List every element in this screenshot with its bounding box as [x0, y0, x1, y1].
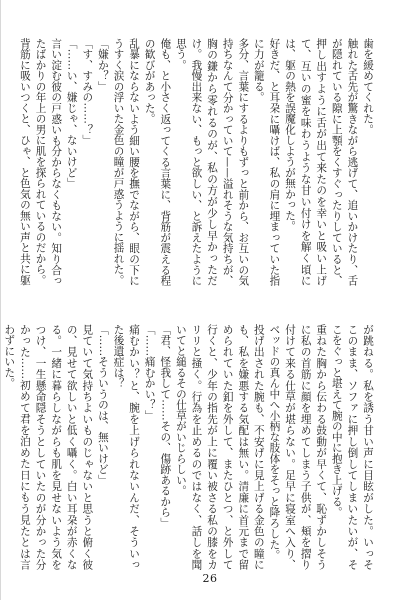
- paragraph: 歯を緩めてくれた。: [362, 38, 374, 135]
- paragraph: 俺も、と小さく返ってくる言葉に、背筋が震える程の歓びがあった。: [143, 38, 172, 286]
- paragraph: 触れた舌先が驚きながら逃げて、追いかけたり、舌が隠れている隙に上顎をくすぐったりしていると、押し出すように舌が出て来たのを幸いと吸い上げて、互いの蜜を味わうような甘い付けを解く頃には、躯の熱を誤魔化しようが無かった。: [284, 38, 359, 286]
- paragraph: 好きだ、と耳朶に囁けば、私の肩に埋まっていた指に力が籠る。: [252, 38, 281, 286]
- dialogue-line: 「君、怪我して……その、傷跡あるから」: [159, 324, 172, 529]
- lower-text-block: [3, 324, 375, 570]
- paragraph: 痛むかい？と、腕を上げられないんだ、そういった後遺症は？: [112, 324, 141, 570]
- dialogue-line: 「す、すみの……？」: [81, 38, 94, 146]
- upper-text-block: [18, 38, 375, 286]
- paragraph: 見ていて気持ちよいものじゃないと思うと俯く彼の、見せて欲しいと低く囁く。白い耳朶が赤くなる。一緒に暮らしながらも肌を見せないよう気をつけ、一生懸命隠そうとしていたのが分かった分かった……初めて君を泊めた日にもう見たとは言わずにいた。: [3, 324, 94, 570]
- paragraph: 重ねた胸から伝わる鼓動が早くて、恥ずかしそうに私の首筋に顔を埋めてしまう子供が、頬を摺り付けて来る仕草が堪らない。足早に寝室へ入り、ベッドの真ん中へ小柄な肢体をそっと降ろした。: [268, 324, 328, 570]
- dialogue-line: 「……そういうのは、無いけど」: [96, 324, 109, 486]
- paragraph: 背筋に吸いつくと、ひゃ、と色気の無い声と共に躯: [18, 38, 31, 286]
- paragraph: が跳ねる。私を誘う甘い声に目眩がした。いっそこのまま、ソファに押し倒してしまいたいが、そこをぐっと堪えて腕の中に抱き上げる。: [330, 324, 374, 570]
- paragraph: 多分、言葉にするよりもずっと前から、お互いの気持ちなんて分かっていて——溢れそうな気持ちが、胸の鎌から零れるのが、私の方が少し早かっただけ。我慢出来ない、もっと欲しい、と訴えたように思う。: [174, 38, 250, 286]
- paragraph: 言い淀む彼の戸惑いも分からなくもない。知り合ったばかりの年上の男に肌を探られているのだから。: [34, 38, 63, 286]
- dialogue-line: 「嫌か？」: [96, 38, 109, 92]
- paragraph: 乱暴にならないよう細い腰を撫でながら、眼の下にうすく涙の浮いた金色の瞳が戸惑うように揺れた。: [112, 38, 141, 286]
- paragraph: 投げ出された腕も、不安げに見上げる金色の瞳にも、私を嫌悪する気配は無い。清廉に首元まで留められていた釦を外して、またひとつ、と外して行くと、少年の指先が上に覆い被さる私の膝をカリリと掻く。行為を止めるのではなく、話しを聞いてと縋るその仕草がいじらしい。: [174, 324, 265, 570]
- page-number: 26: [202, 572, 218, 585]
- dialogue-line: 「……い、嫌じゃ、ないけど」: [65, 38, 78, 189]
- dialogue-line: 「……痛むかい？」: [143, 324, 156, 421]
- paragraph: [0, 324, 1, 570]
